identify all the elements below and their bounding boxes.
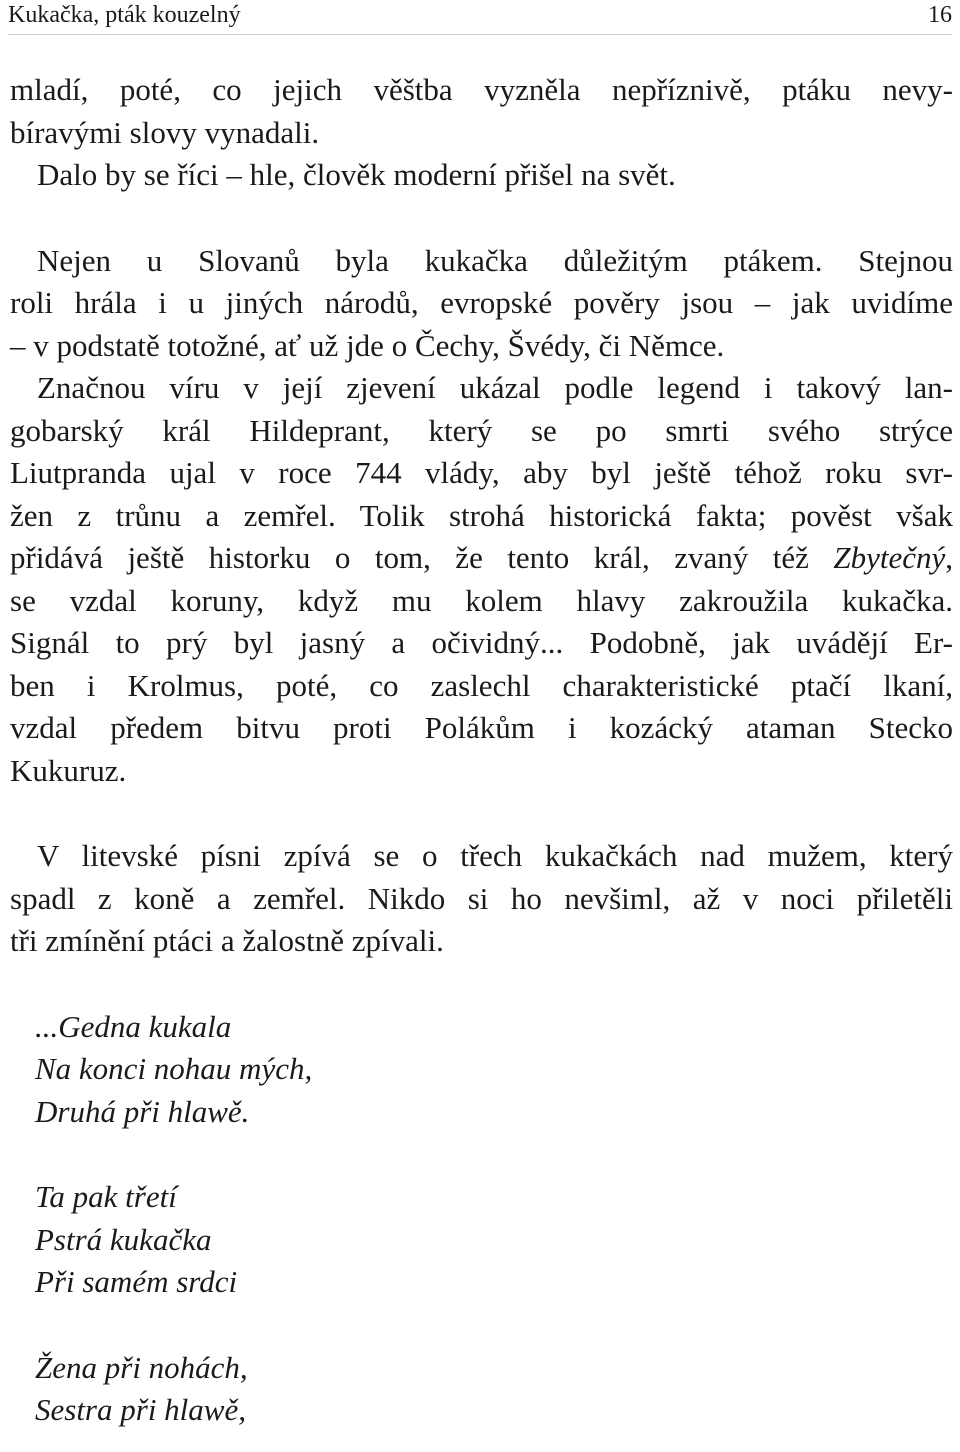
verse-line: Ta pak třetí [35,1179,177,1214]
stanza-gap [10,1304,953,1347]
text-line: spadl z koně a zemřel. Nikdo si ho nevšiml, až v noci přiletěli [10,880,953,916]
paragraph-gap [10,792,953,835]
text-fragment: žen z trůnu a zemřel. [10,497,336,533]
paragraph-3 [10,240,953,368]
text-line [10,495,953,538]
text-line [10,537,953,580]
page-number: 16 [928,2,952,28]
text-line: roli hrála i u jiných národů, evropské pověry jsou – jak uvidíme [10,285,953,320]
text-fragment: přidává ještě historku o tom, že tento král, zvaný též [10,540,834,575]
verse-line: Žena při nohách, [35,1349,248,1385]
running-title: Kukačka, pták kouzelný [8,2,241,28]
paragraph-1 [10,69,953,154]
paragraph-2 [10,154,953,197]
text-fragment: Tolik strohá historická fakta; pověst však [335,497,953,533]
verse-stanza-3 [35,1347,953,1432]
verse-line: ...Gedna kukala [35,1008,232,1044]
text-line: V litevské písni zpívá se o třech kukačkách nad mužem, který [37,838,953,873]
text-line: Liutpranda ujal v roce 744 vlády, aby byl ještě téhož roku svr- [10,455,953,490]
paragraph-4 [10,367,953,792]
paragraph-gap [10,963,953,1006]
text-line: vzdal předem bitvu proti Polákům i kozácký ataman Stecko [10,710,953,745]
text-line: tři zmínění ptáci a žalostně zpívali. [10,923,444,958]
text-line: Signál to prý byl jasný a očividný... Podobně, jak uvádějí Er- [10,625,953,660]
verse-stanza-1 [35,1006,953,1134]
verse-line: Sestra při hlawě, [35,1392,246,1427]
text-line: se vzdal koruny, když mu kolem hlavy zakroužila kukačka. [10,582,953,618]
text-line: Značnou víru v její zjevení ukázal podle legend i takový lan- [37,370,953,405]
verse-line: Na konci nohau mých, [35,1051,313,1086]
verse-stanza-2 [35,1176,953,1304]
verse-line: Druhá při hlawě. [35,1093,250,1129]
page-header [8,0,952,35]
text-line: Nejen u Slovanů byla kukačka důležitým ptákem. Stejnou [37,242,953,278]
page-content [10,69,953,1432]
verse-line: Při samém srdci [35,1264,238,1299]
text-line: bíravými slovy vynadali. [10,114,320,150]
text-line: ben i Krolmus, poté, co zaslechl charakteristické ptačí lkaní, [10,667,953,703]
text-fragment: , [945,540,953,575]
paragraph-gap [10,197,953,240]
paragraph-5 [10,835,953,963]
text-line: Dalo by se říci – hle, člověk moderní přišel na svět. [37,157,676,192]
emphasis: Zbytečný [833,540,946,575]
text-line: mladí, poté, co jejich věštba vyzněla nepříznivě, ptáku nevy- [10,72,953,107]
text-line: – v podstatě totožné, ať už jde o Čechy, Švédy, či Němce. [10,327,725,363]
stanza-gap [10,1133,953,1176]
text-line: Kukuruz. [10,752,127,788]
verse-line: Pstrá kukačka [35,1221,212,1257]
text-line: gobarský král Hildeprant, který se po smrti svého strýce [10,412,953,448]
